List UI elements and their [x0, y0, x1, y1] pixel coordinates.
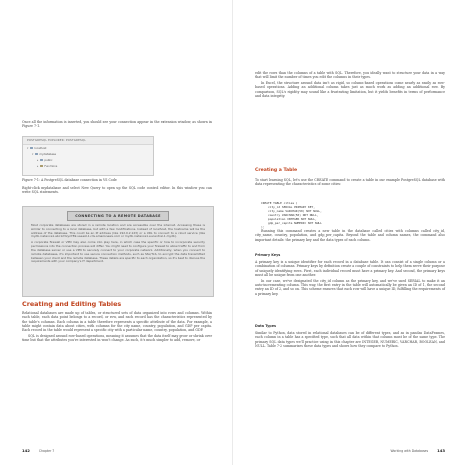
tree-item-host	[27, 146, 46, 150]
paragraph: Once all the information is inserted, you should see your connection appear in the extension window, as shown in Figure 7-1.	[22, 120, 212, 129]
paragraph: A corporate firewall or VPN may also come into play here, in which case the specific or how to incorporate security permissions into the connection process will differ. You might need to configure your firewall to allow traffic to and from the database server or use a VPN to securely connect to your corporate network. Additionally, when you connect to remote databases, it's important to use secure connection methods, such as SSL/TLS, to encrypt the data transmitted between your client and the remote database. These details are specific to each organization, so it's best to discuss the requirements with your company's IT department.	[31, 240, 205, 264]
chevron-right-icon: ▸	[37, 164, 39, 168]
page-number: 143	[437, 448, 445, 453]
tree-label: localhost	[34, 146, 47, 150]
body-paragraph	[22, 120, 212, 130]
tree-item-functions	[37, 164, 57, 168]
paragraph: Relational databases are made up of tables, or structured sets of data organized into rows and columns. Within each table, each data point belongs to a record, or row, and each record has the characteristics represented by the table's columns. Each column in a table therefore represents a specific attribute of the data. For example, a table might contain data about cities, with columns for the city name, country, population, and GDP per capita. Each record in the table would represent a specific city with a particular name, country, population, and GDP.	[22, 311, 212, 333]
paragraph: Right-click mydatabase and select New Query to open up the SQL code control editor. In this window you can write SQL statements.	[22, 186, 212, 195]
paragraph: In Excel, the structure around data isn't as rigid, so column-based operations come nearly as easily as row-based operations. Adding an additional column takes just as much work as adding an additional row. By comparison, SQL's rigidity may sound like a frustrating limitation, but it yields benefits in terms of performance and data integrity.	[255, 80, 445, 98]
right-page	[233, 0, 465, 465]
page-number: 142	[22, 448, 30, 453]
code-listing: CREATE TABLE cities ( city_id SERIAL PRIMARY KEY, city_name VARCHAR(50) NOT NULL, country VARCHAR(50) NOT NULL, population INTEGER NOT NULL, gdp_per_capita NUMERIC NOT NULL );	[261, 201, 322, 230]
body-text	[255, 71, 445, 99]
page-footer	[22, 448, 54, 453]
explorer-header: POSTGRESQL EXPLORER: POSTGRESQL	[23, 137, 153, 145]
schema-icon	[40, 159, 43, 162]
body-paragraph	[255, 178, 445, 188]
chevron-down-icon: ▾	[32, 152, 34, 156]
function-icon	[40, 165, 43, 168]
paragraph: Similar to Python, data stored in relational databases can be of different types, and as in pandas DataFrames, each column in a table has a specified type, such that all data within that column must be of the same type. The primary SQL data types we'll practice using in this chapter are INTEGER, NUMERIC, VARCHAR, BOOLEAN, and NULL. Table 7-2 summarizes these data types and shows how they compare to Python.	[255, 331, 445, 349]
sidebar-title: CONNECTING TO A REMOTE DATABASE	[67, 211, 169, 221]
chapter-label: Chapter 7	[38, 449, 55, 453]
paragraph: In our case, we've designated the city_id column as the primary key, and we've used SERIAL to make it an auto-incrementing column. This way, the first entry in the table will automatically be given an ID of 1, the second entry an ID of 2, and so on. This scheme ensures that each row will have a unique ID, fulfilling the requirements of a primary key.	[255, 278, 445, 296]
paragraph: SQL is designed around row-based operations, meaning it assumes that the data itself may grow or shrink over time but that the attributes you're interested in won't change. As such, it's much simpler to add, remove, or	[22, 333, 213, 343]
section-heading: Creating a Table	[255, 168, 298, 173]
server-icon	[30, 147, 33, 150]
tree-label: Functions	[44, 164, 58, 168]
sidebar-box	[22, 206, 214, 297]
chevron-down-icon: ▾	[27, 146, 29, 150]
figure-caption: Figure 7-1: A PostgreSQL database connection in VS Code	[22, 178, 117, 182]
paragraph: To start learning SQL, let's use the CREATE command to create a table in our example PostgreSQL database with data representing the characteristics of some cities:	[255, 178, 445, 187]
figure-screenshot	[22, 136, 154, 176]
subheading: Data Types	[255, 324, 277, 328]
section-heading: Creating and Editing Tables	[22, 300, 122, 308]
subheading: Primary Keys	[255, 253, 281, 257]
chapter-label: Working with Databases	[390, 449, 429, 453]
paragraph: edit the rows than the columns of a table with SQL. Therefore, you ideally want to structure your data in a way that will limit the number of times you edit the columns in their types.	[255, 71, 445, 80]
paragraph: A primary key is a unique identifier for each record in a database table. It can consist of a single column or a combination of columns. Primary keys by definition create a couple of constraints to help them serve their purpose of uniquely identifying rows. First, each individual record must have a primary key. And second, the primary keys must all be unique from one another.	[255, 260, 446, 278]
left-page	[0, 0, 232, 465]
tree-item-database	[32, 152, 56, 156]
tree-label: mydatabase	[39, 152, 57, 156]
body-paragraph	[22, 186, 212, 196]
chevron-right-icon: ▸	[37, 158, 39, 162]
body-text	[22, 311, 212, 344]
tree-label: public	[44, 158, 53, 162]
database-icon	[35, 153, 38, 156]
paragraph: Running this command creates a new table in the database called cities with columns called city_id, city_name, country, population, and gdp_per_capita. Beyond the table and column names, the command also important details: the primary key and the data types of each column.	[255, 229, 445, 242]
tree-item-schema	[37, 158, 52, 162]
sidebar-body	[31, 224, 205, 266]
paragraph: Most corporate databases are stored in a remote location and are accessible over the internet. Accessing these is similar to connecting to a local database, but with a few modifications. Instead of localhost, the hostname will be the address of the database. This could be an IP address (like 192.0.2.123) or a URL to connect to a cloud service (like mydb.instance1.abc123xyz789.useast-1.rds.amazonaws.com or mydb.instance1.eucentral-1.mydb).	[31, 223, 205, 239]
